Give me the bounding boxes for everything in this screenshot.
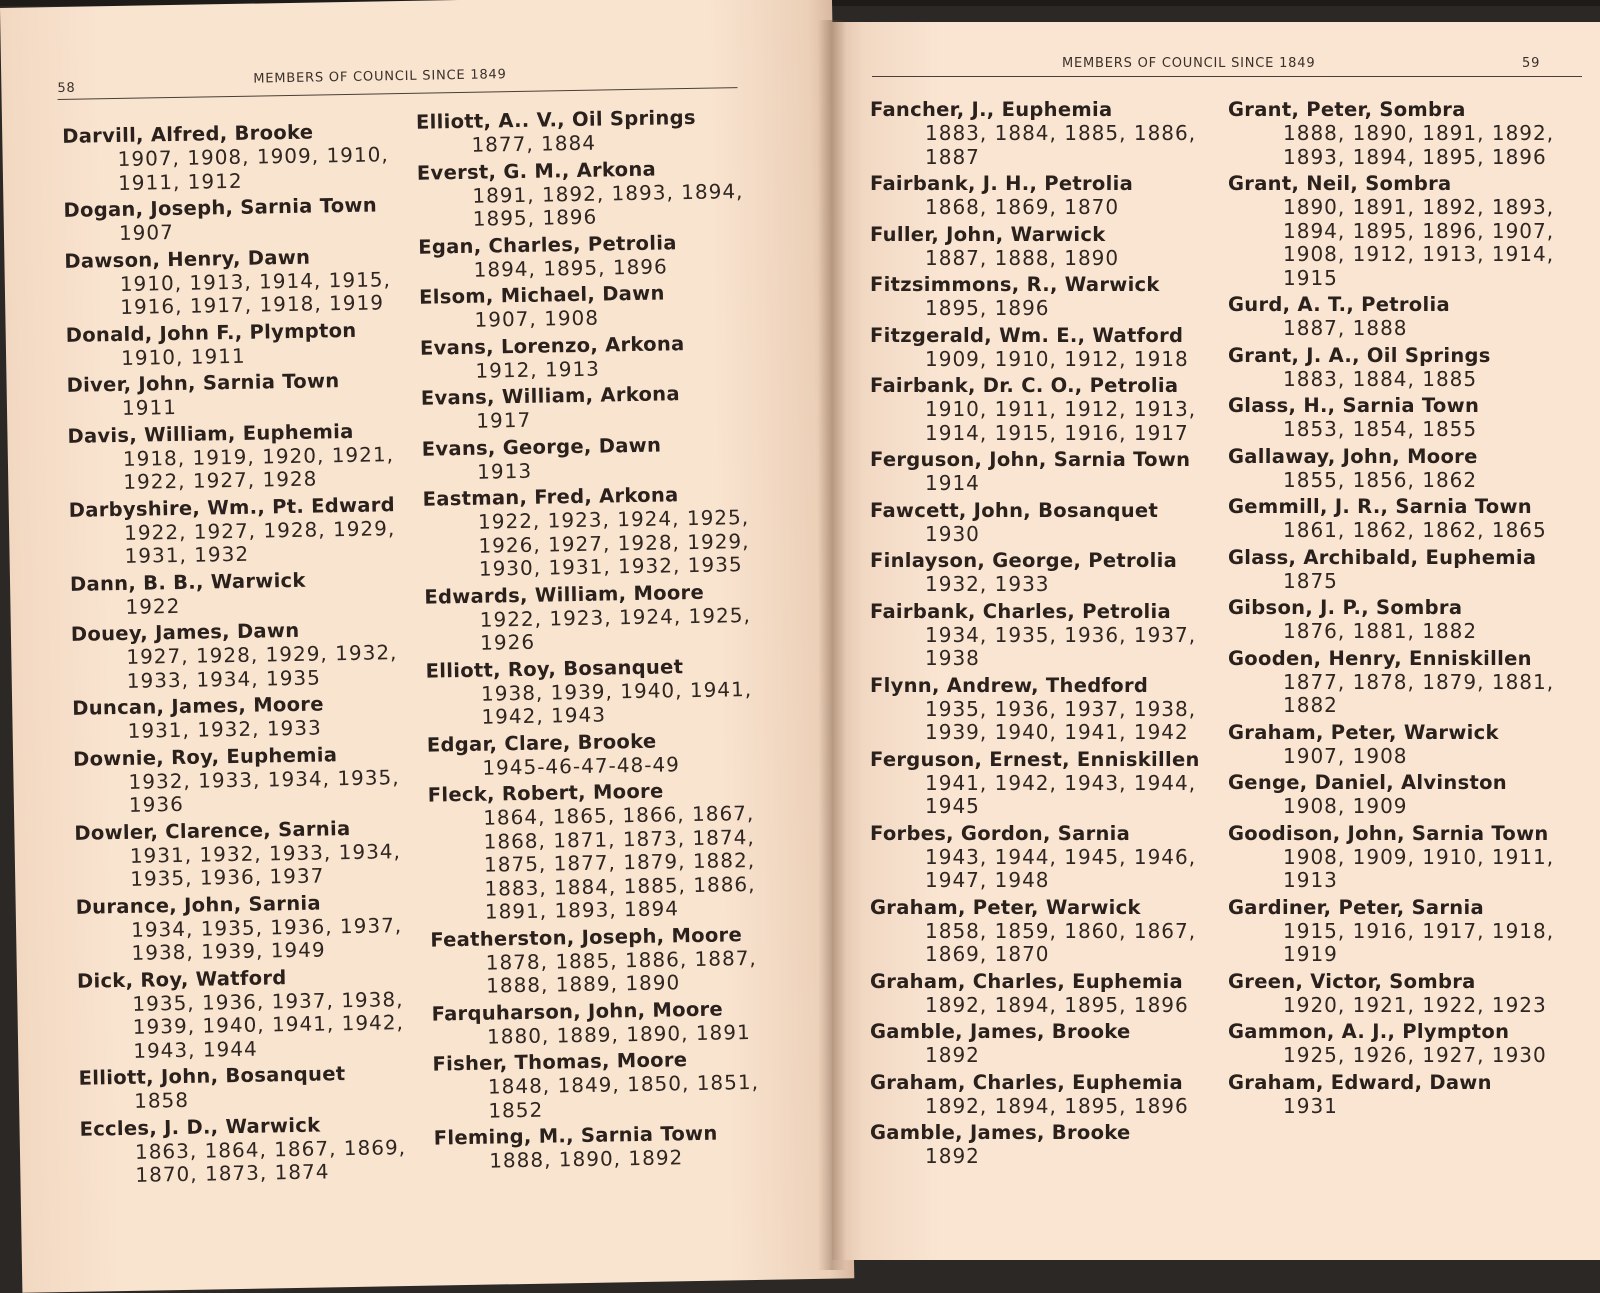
council-member-entry [71,617,417,694]
member-years: 1875 [1283,568,1338,593]
member-name: Dick, Roy, Watford [76,965,287,993]
member-years: 1934, 1935, 1936, 1937, 1938 [925,622,1197,670]
member-years: 1888, 1890, 1892 [488,1145,684,1173]
member-years: 1938, 1939, 1940, 1941, 1942, 1943 [480,676,753,729]
member-name: Fisher, Thomas, Moore [432,1048,688,1076]
right-page-column-2 [1228,98,1563,1121]
council-member-entry [1228,495,1563,543]
member-years: 1887, 1888, 1890 [925,245,1120,270]
member-years: 1913 [476,458,533,484]
member-years: 1910, 1911 [120,343,246,370]
member-name: Elliott, Roy, Bosanquet [425,654,684,683]
member-name: Darvill, Alfred, Brooke [62,120,314,148]
member-years: 1907, 1908 [474,305,600,332]
right-page-number: 59 [1522,56,1541,71]
council-member-entry [66,368,412,422]
member-years: 1907 [118,220,175,245]
member-name: Dawson, Henry, Dawn [64,245,311,273]
member-name: Gamble, James, Brooke [870,1020,1131,1043]
member-years: 1910, 1911, 1912, 1913, 1914, 1915, 1916, 1917 [925,397,1197,445]
member-years: 1855, 1856, 1862 [1283,467,1478,492]
council-member-entry [870,448,1205,496]
council-member-entry [870,324,1205,372]
council-member-entry [870,549,1205,597]
member-name: Grant, Peter, Sombra [1228,98,1466,121]
member-years: 1883, 1884, 1885 [1283,366,1478,391]
member-years: 1908, 1909 [1283,794,1408,818]
council-member-entry [870,273,1205,321]
member-name: Green, Victor, Sombra [1228,969,1476,993]
member-years: 1918, 1919, 1920, 1921, 1922, 1927, 1928 [122,441,395,494]
member-years: 1931, 1932, 1933, 1934, 1935, 1936, 1937 [129,838,402,891]
member-years: 1922 [125,593,181,619]
council-member-entry [427,727,773,781]
right-page-header: MEMBERS OF COUNCIL SINCE 1849 [1062,56,1316,71]
left-page-number: 58 [57,80,76,97]
member-name: Evans, George, Dawn [421,433,662,461]
council-member-entry [432,1047,778,1124]
member-name: Gurd, A. T., Petrolia [1228,293,1450,316]
council-member-entry [1228,771,1563,819]
council-member-entry [870,674,1205,745]
member-name: Diver, John, Sarnia Town [66,369,340,397]
member-years: 1930 [925,521,980,546]
council-member-entry [870,1020,1205,1068]
member-name: Elliott, John, Bosanquet [78,1062,346,1090]
member-name: Fleck, Robert, Moore [427,779,664,807]
member-name: Grant, J. A., Oil Springs [1228,343,1491,367]
member-years: 1932, 1933 [925,572,1050,596]
member-years: 1945-46-47-48-49 [482,751,681,780]
member-name: Graham, Charles, Euphemia [870,969,1183,993]
member-years: 1877, 1884 [471,130,597,157]
member-name: Durance, John, Sarnia [75,891,322,919]
council-member-entry [77,963,424,1064]
member-years: 1907, 1908, 1909, 1910, 1911, 1912 [117,142,389,195]
council-member-entry [1228,293,1563,341]
member-name: Finlayson, George, Petrolia [870,549,1178,572]
member-name: Gemmill, J. R., Sarnia Town [1228,495,1532,518]
member-name: Evans, Lorenzo, Arkona [419,331,685,360]
council-member-entry [1228,98,1563,169]
council-member-entry [870,748,1205,819]
council-member-entry [79,1111,425,1188]
member-name: Fairbank, Dr. C. O., Petrolia [870,374,1179,397]
council-member-entry [425,653,771,730]
member-years: 1907, 1908 [1283,743,1408,768]
member-years: 1932, 1933, 1934, 1935, 1936 [128,764,400,817]
council-member-entry [1228,546,1563,594]
member-name: Dogan, Joseph, Sarnia Town [63,193,378,222]
member-years: 1892, 1894, 1895, 1896 [925,1093,1189,1118]
member-name: Edwards, William, Moore [424,580,705,609]
council-member-entry [870,374,1205,445]
council-member-entry [870,1071,1205,1119]
member-name: Evans, William, Arkona [420,382,681,410]
council-member-entry [417,155,763,232]
member-name: Everst, G. M., Arkona [416,157,657,185]
member-years: 1920, 1921, 1922, 1923 [1283,992,1547,1017]
right-header-rule [872,76,1582,77]
member-name: Flynn, Andrew, Thedford [870,673,1149,697]
member-name: Gardiner, Peter, Sarnia [1228,895,1484,919]
member-name: Fairbank, Charles, Petrolia [870,599,1171,623]
member-name: Genge, Daniel, Alvinston [1228,771,1507,794]
council-member-entry [69,492,415,569]
council-member-entry [72,691,418,745]
council-member-entry [1228,596,1563,644]
council-member-entry [67,418,413,495]
page-gutter [818,20,846,1270]
council-member-entry [424,579,770,656]
member-years: 1931, 1932, 1933 [127,715,322,743]
member-name: Glass, Archibald, Euphemia [1228,545,1537,569]
member-years: 1909, 1910, 1912, 1918 [925,346,1189,371]
member-name: Douey, James, Dawn [70,618,300,646]
member-name: Donald, John F., Plympton [65,318,357,347]
member-years: 1892, 1894, 1895, 1896 [925,992,1189,1017]
member-name: Dann, B. B., Warwick [69,568,306,596]
council-member-entry [1228,1020,1563,1068]
member-name: Fawcett, John, Bosanquet [870,498,1159,522]
right-page [832,22,1600,1260]
member-name: Featherston, Joseph, Moore [430,922,743,952]
member-name: Fleming, M., Sarnia Town [433,1121,718,1150]
member-name: Goodison, John, Sarnia Town [1228,821,1549,845]
council-member-entry [419,280,765,334]
member-years: 1883, 1884, 1885, 1886, 1887 [925,121,1197,169]
council-member-entry [63,193,409,247]
council-member-entry [1228,970,1563,1018]
member-years: 1848, 1849, 1850, 1851, 1852 [487,1069,760,1123]
member-years: 1892 [925,1144,980,1168]
member-name: Elliott, A.. V., Oil Springs [415,105,696,134]
left-page-column-1 [62,119,426,1191]
council-member-entry [870,172,1205,220]
council-member-entry [870,223,1205,271]
council-member-entry [73,741,419,818]
member-years: 1934, 1935, 1936, 1937, 1938, 1939, 1949 [130,912,403,965]
member-years: 1877, 1878, 1879, 1881, 1882 [1283,669,1555,717]
member-years: 1943, 1944, 1945, 1946, 1947, 1948 [925,844,1197,892]
member-years: 1858 [133,1087,190,1113]
member-name: Ferguson, John, Sarnia Town [870,448,1191,471]
member-name: Gamble, James, Brooke [870,1121,1131,1144]
member-name: Eastman, Fred, Arkona [422,483,679,511]
member-name: Graham, Peter, Warwick [870,895,1141,919]
council-member-entry [431,996,777,1050]
council-member-entry [422,482,769,583]
member-name: Glass, H., Sarnia Town [1228,394,1480,417]
member-years: 1853, 1854, 1855 [1283,417,1478,441]
left-header-rule [58,87,738,100]
member-years: 1908, 1909, 1910, 1911, 1913 [1283,844,1555,892]
member-name: Gallaway, John, Moore [1228,444,1478,468]
council-member-entry [870,98,1205,169]
member-years: 1912, 1913 [475,356,601,383]
member-name: Gibson, J. P., Sombra [1228,596,1463,619]
council-member-entry [870,600,1205,671]
council-member-entry [870,896,1205,967]
member-years: 1887, 1888 [1283,316,1408,340]
member-name: Fairbank, J. H., Petrolia [870,172,1134,195]
member-years: 1917 [476,407,532,433]
council-member-entry [1228,896,1563,967]
member-name: Darbyshire, Wm., Pt. Edward [68,492,396,522]
member-years: 1941, 1942, 1943, 1944, 1945 [925,770,1197,818]
member-years: 1935, 1936, 1937, 1938, 1939, 1940, 1941, 1942 [925,696,1197,744]
council-member-entry [418,229,764,283]
member-name: Forbes, Gordon, Sarnia [870,821,1131,845]
council-member-entry [434,1121,780,1175]
member-name: Grant, Neil, Sombra [1228,172,1452,195]
member-years: 1858, 1859, 1860, 1867, 1869, 1870 [925,918,1197,966]
member-years: 1861, 1862, 1862, 1865 [1283,518,1547,542]
council-member-entry [64,243,410,320]
member-name: Fuller, John, Warwick [870,222,1106,246]
member-name: Duncan, James, Moore [72,692,324,720]
member-years: 1935, 1936, 1937, 1938, 1939, 1940, 1941, 1942, 1943, 1944 [132,986,405,1063]
member-years: 1878, 1885, 1886, 1887, 1888, 1889, 1890 [485,945,758,998]
member-name: Fitzgerald, Wm. E., Watford [870,323,1184,347]
member-years: 1888, 1890, 1891, 1892, 1893, 1894, 1895, 1896 [1283,121,1555,169]
council-member-entry [66,317,412,371]
member-name: Fancher, J., Euphemia [870,98,1113,121]
council-member-entry [1228,394,1563,442]
right-page-column-1 [870,98,1205,1172]
member-years: 1890, 1891, 1892, 1893, 1894, 1895, 1896, 1907, 1908, 1912, 1913, 1914, 1915 [1283,195,1555,290]
member-years: 1911 [121,394,178,420]
council-member-entry [74,815,420,892]
council-member-entry [1228,1071,1563,1119]
council-member-entry [1228,172,1563,290]
member-years: 1915, 1916, 1917, 1918, 1919 [1283,918,1555,966]
council-member-entry [428,778,775,925]
left-page-header: MEMBERS OF COUNCIL SINCE 1849 [253,67,507,87]
member-years: 1895, 1896 [925,296,1050,320]
member-years: 1922, 1927, 1928, 1929, 1931, 1932 [123,515,396,568]
member-name: Edgar, Clare, Brooke [426,729,657,757]
member-years: 1864, 1865, 1866, 1867, 1868, 1871, 1873, 1874, 1875, 1877, 1879, 1882, 1883, 1884, 1885, 1886, 1891, 1893, 1894 [482,800,756,924]
council-member-entry [430,922,776,999]
council-member-entry [422,431,768,485]
member-name: Graham, Edward, Dawn [1228,1070,1492,1094]
council-member-entry [416,105,762,159]
member-years: 1910, 1913, 1914, 1915, 1916, 1917, 1918, 1919 [119,266,392,319]
left-page-column-2 [416,105,780,1177]
member-years: 1922, 1923, 1924, 1925, 1926 [479,602,752,655]
council-member-entry [1228,445,1563,493]
member-years: 1914 [925,471,980,495]
council-member-entry [62,119,408,196]
member-years: 1927, 1928, 1929, 1932, 1933, 1934, 1935 [126,640,398,693]
member-name: Elsom, Michael, Dawn [418,281,665,309]
member-years: 1863, 1864, 1867, 1869, 1870, 1873, 1874 [134,1134,407,1187]
member-years: 1880, 1889, 1890, 1891 [486,1019,751,1049]
council-member-entry [870,499,1205,547]
member-name: Fitzsimmons, R., Warwick [870,273,1160,296]
member-name: Egan, Charles, Petrolia [418,230,677,259]
member-years: 1876, 1881, 1882 [1283,619,1478,643]
council-member-entry [421,381,767,435]
council-member-entry [1228,647,1563,718]
member-name: Downie, Roy, Euphemia [72,742,338,771]
member-years: 1891, 1892, 1893, 1894, 1895, 1896 [472,178,744,231]
member-name: Gooden, Henry, Enniskillen [1228,646,1532,670]
member-name: Gammon, A. J., Plympton [1228,1020,1510,1043]
council-member-entry [75,889,421,966]
member-years: 1931 [1283,1093,1338,1118]
council-member-entry [70,566,416,620]
member-name: Ferguson, Ernest, Enniskillen [870,747,1200,771]
member-years: 1868, 1869, 1870 [925,195,1120,219]
council-member-entry [870,970,1205,1018]
member-years: 1894, 1895, 1896 [473,253,668,282]
council-member-entry [78,1061,424,1115]
member-name: Eccles, J. D., Warwick [79,1113,321,1141]
member-name: Farquharson, John, Moore [431,997,724,1026]
member-name: Davis, William, Euphemia [67,419,354,448]
member-years: 1925, 1926, 1927, 1930 [1283,1043,1547,1067]
member-years: 1892 [925,1043,980,1067]
council-member-entry [870,1121,1205,1169]
member-years: 1922, 1923, 1924, 1925, 1926, 1927, 1928, 1929, 1930, 1931, 1932, 1935 [477,505,750,581]
council-member-entry [1228,344,1563,392]
member-name: Dowler, Clarence, Sarnia [74,816,351,845]
council-member-entry [870,822,1205,893]
council-member-entry [1228,822,1563,893]
member-name: Graham, Peter, Warwick [1228,720,1499,744]
council-member-entry [1228,721,1563,769]
council-member-entry [420,330,766,384]
member-name: Graham, Charles, Euphemia [870,1070,1183,1094]
